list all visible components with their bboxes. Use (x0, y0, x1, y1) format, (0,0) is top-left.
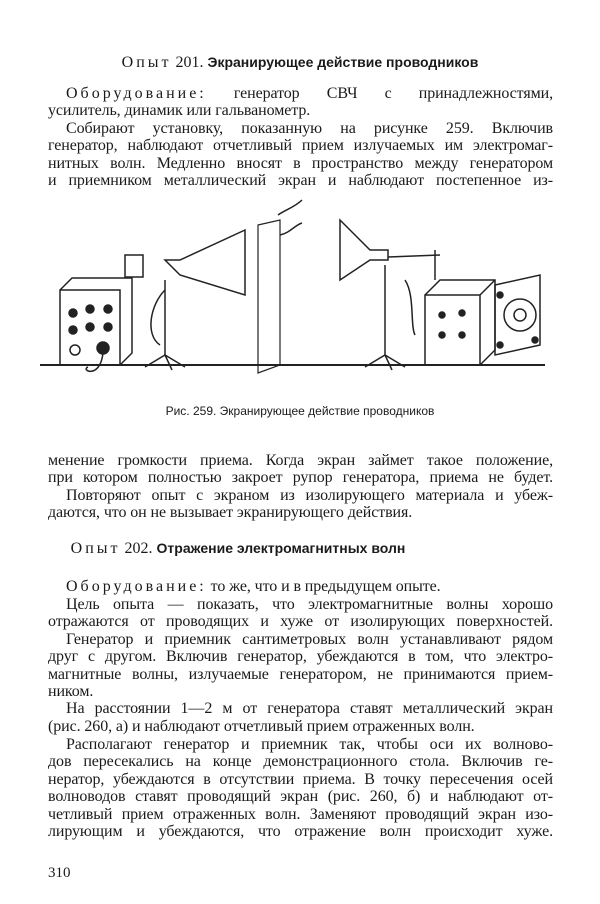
text-line: четливый прием отраженных волн. Заменяют проводящий экран изо- (48, 806, 553, 823)
text-line: нитных волн. Медленно вносят в пространство между генератором (48, 155, 553, 172)
exp201-equipment: Оборудование: генератор СВЧ с принадлежностями, (66, 85, 553, 102)
text-line: Повторяют опыт с экраном из изолирующего материала и убеж- (66, 487, 553, 504)
text-line: лирующим и убеждаются, что отражение волн происходит хуже. (48, 823, 553, 840)
page-number: 310 (48, 865, 71, 881)
exp202-equipment: Оборудование: то же, что и в предыдущем опыте. (66, 578, 441, 595)
text-line: друг с другом. Включив генератор, убеждаются в том, что электро- (48, 648, 553, 665)
text-line: даются, что он не вызывает экранирующего действия. (48, 504, 413, 521)
exp201-heading: Опыт 201. Экранирующее действие проводников (121, 54, 479, 71)
text-line: и приемником металлический экран и наблюдают постепенное из- (48, 172, 553, 189)
text-line: (рис. 260, а) и наблюдают отчетливый прием отраженных волн. (48, 718, 475, 735)
text-line: усилитель, динамик или гальванометр. (48, 102, 311, 119)
text-line: Генератор и приемник сантиметровых волн устанавливают рядом (66, 631, 553, 648)
text-line: волноводов ставят проводящий экран (рис. 260, б) и наблюдают от- (48, 788, 553, 805)
text-line: менение громкости приема. Когда экран займет такое положение, (48, 452, 553, 469)
text-line: Цель опыта — показать, что электромагнитные волны хорошо (66, 596, 553, 613)
text-line: отражаются от проводящих и хуже от изолирующих поверхностей. (48, 613, 553, 630)
text-line: Собирают установку, показанную на рисунке 259. Включив (66, 120, 553, 137)
exp202-heading: Опыт 202. Отражение электромагнитных волн (70, 540, 406, 557)
text-line: ником. (48, 683, 94, 700)
text-line: магнитные волны, излучаемые генератором, не принимаются прием- (48, 666, 553, 683)
figure-caption: Рис. 259. Экранирующее действие проводников (165, 404, 435, 418)
text-line: На расстоянии 1—2 м от генератора ставят металлический экран (66, 700, 553, 717)
text-line: при котором полностью закроет рупор генератора, приема не будет. (48, 469, 553, 486)
text-line: генератор, наблюдают отчетливый прием излучаемых им электромаг- (48, 137, 553, 154)
text-line: Располагают генератор и приемник так, чтобы оси их волново- (66, 736, 553, 753)
text-line: дов пересекались на конце демонстрационного стола. Включив ге- (48, 753, 553, 770)
figure-259-illustration (40, 195, 560, 395)
text-line: нератор, убеждаются в отсутствии приема. В точку пересечения осей (48, 771, 553, 788)
